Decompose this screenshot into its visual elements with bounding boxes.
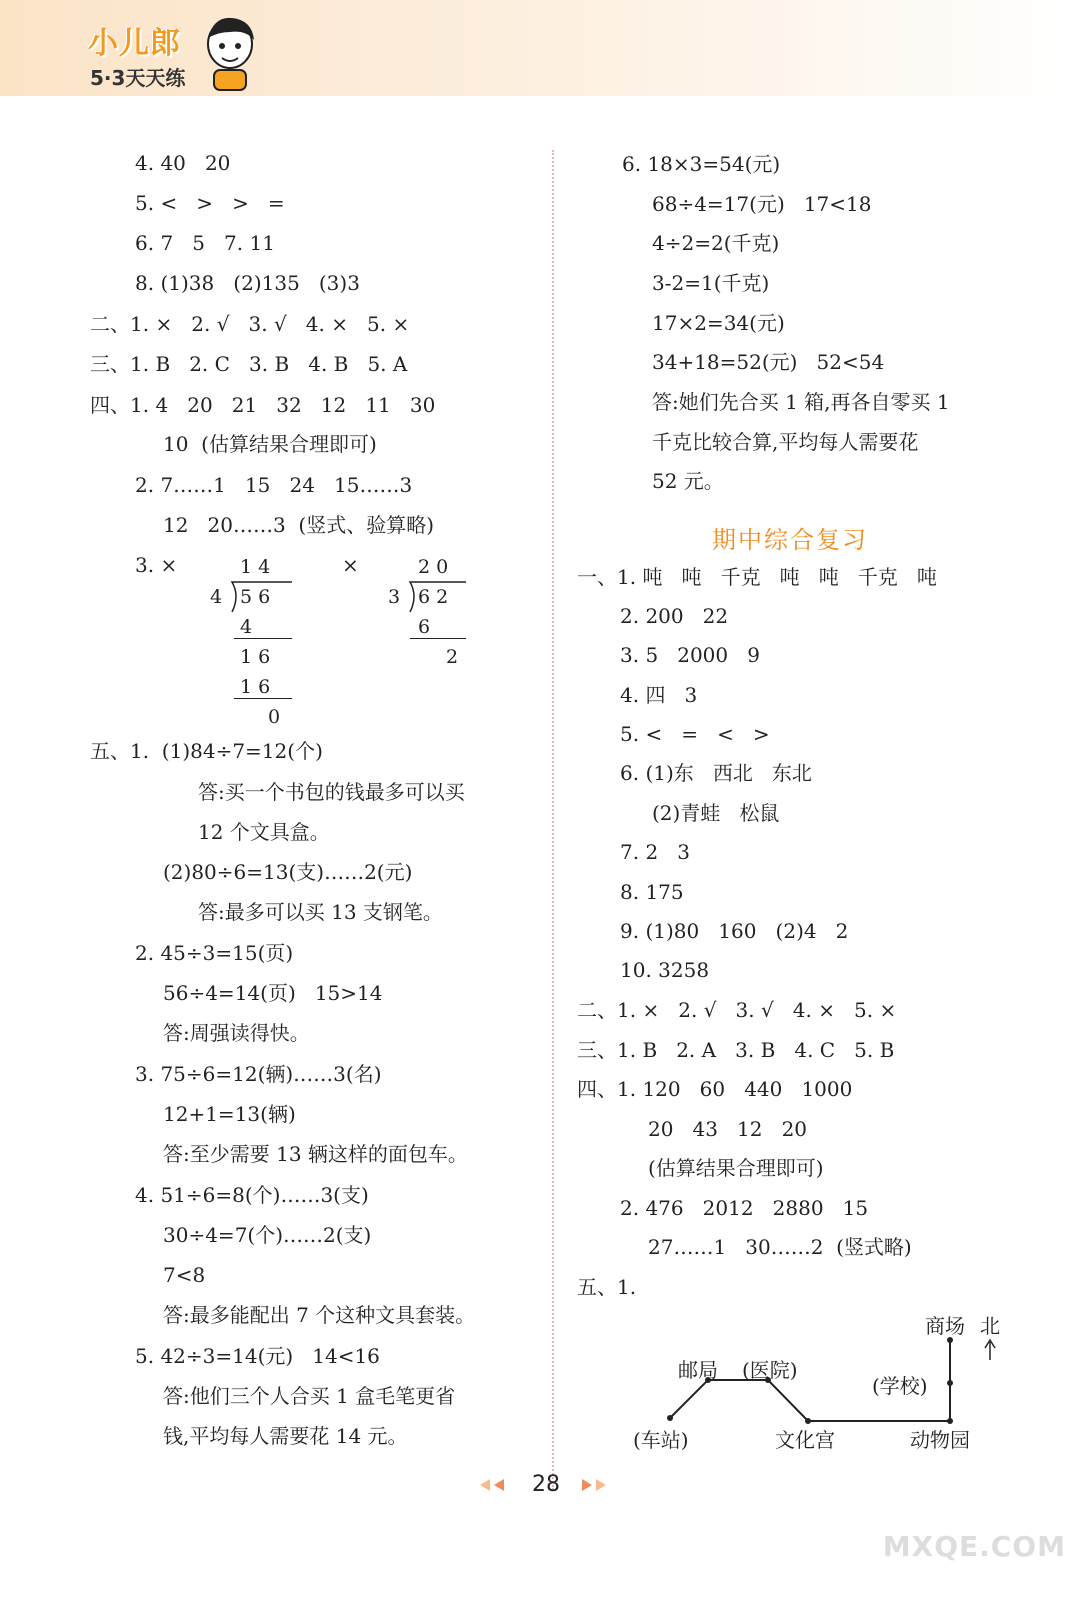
left-answer-line: 30÷4=7(个)……2(支)	[163, 1223, 372, 1247]
page-number: 28	[532, 1472, 560, 1497]
map-north: 北	[980, 1314, 1000, 1338]
left-answer-line: 7<8	[163, 1263, 206, 1287]
brand-logo: 小儿郎	[88, 26, 181, 61]
left-answer-line: 3. 75÷6=12(辆)……3(名)	[135, 1062, 382, 1086]
right-answer-line: 17×2=34(元)	[652, 311, 785, 335]
ld1-remainder: 0	[268, 706, 281, 728]
right-answer-line: 2. 200 22	[620, 604, 729, 628]
left-answer-line: 6. 7 5 7. 11	[135, 231, 275, 255]
mascot-icon	[200, 12, 260, 92]
map-school: (学校)	[872, 1374, 928, 1398]
right-answer-line: 34+18=52(元) 52<54	[652, 350, 885, 374]
left-answer-line: 12 20……3 (竖式、验算略)	[163, 513, 435, 537]
prev-page-icon[interactable]	[472, 1476, 512, 1494]
left-answer-line: 答:买一个书包的钱最多可以买	[198, 780, 465, 804]
next-page-icon[interactable]	[574, 1476, 614, 1494]
left-answer-line: 答:最多可以买 13 支钢笔。	[198, 900, 443, 924]
left-answer-line: 答:至少需要 13 辆这样的面包车。	[163, 1142, 468, 1166]
right-answer-line: 4÷2=2(千克)	[652, 231, 780, 255]
ld2-remainder: 2	[446, 646, 459, 668]
ld2-divisor: 3	[388, 586, 401, 608]
ld2-step1: 6	[418, 616, 431, 638]
right-answer-line: 6. 18×3=54(元)	[622, 152, 781, 176]
right-answer-line: 9. (1)80 160 (2)4 2	[620, 919, 849, 943]
right-answer-line: 7. 2 3	[620, 840, 690, 864]
right-answer-line: 三、1. B 2. A 3. B 4. C 5. B	[577, 1038, 895, 1062]
left-answer-line: 8. (1)38 (2)135 (3)3	[135, 271, 360, 295]
right-answer-line: 二、1. × 2. √ 3. √ 4. × 5. ×	[577, 998, 897, 1022]
right-answer-line: 10. 3258	[620, 958, 710, 982]
ld2-line1	[410, 638, 466, 639]
left-answer-line: 二、1. × 2. √ 3. √ 4. × 5. ×	[90, 312, 410, 336]
ld1-step1: 4	[240, 616, 253, 638]
right-answer-line: 8. 175	[620, 880, 684, 904]
right-answer-line: 52 元。	[652, 469, 724, 493]
ld1-line2	[234, 698, 292, 699]
right-answer-line: 一、1. 吨 吨 千克 吨 吨 千克 吨	[577, 565, 937, 589]
map-post: 邮局	[678, 1358, 718, 1382]
ld1-line1	[234, 638, 292, 639]
left-answer-line: 56÷4=14(页) 15>14	[163, 981, 383, 1005]
right-answer-line: (2)青蛙 松鼠	[652, 801, 780, 825]
left-answer-line: 2. 45÷3=15(页)	[135, 941, 294, 965]
map-zoo: 动物园	[910, 1428, 970, 1452]
left-answer-line: 12+1=13(辆)	[163, 1102, 296, 1126]
left-answer-line: ×	[342, 553, 359, 577]
left-answer-line: 4. 51÷6=8(个)……3(支)	[135, 1183, 369, 1207]
left-answer-line: (2)80÷6=13(支)……2(元)	[163, 860, 413, 884]
column-divider	[552, 150, 554, 1490]
right-answer-line: 千克比较合算,平均每人需要花	[652, 430, 919, 454]
left-answer-line: 四、1. 4 20 21 32 12 11 30	[90, 393, 436, 417]
ld1-dividend: 5 6	[240, 586, 271, 608]
left-answer-line: 4. 40 20	[135, 151, 231, 175]
right-answer-line: (估算结果合理即可)	[648, 1156, 824, 1180]
left-answer-line: 3. ×	[135, 553, 178, 577]
right-answer-line: 4. 四 3	[620, 683, 698, 707]
map-culture: 文化宫	[775, 1428, 835, 1452]
right-answer-line: 27……1 30……2 (竖式略)	[648, 1235, 912, 1259]
right-answer-line: 3. 5 2000 9	[620, 643, 760, 667]
ld2-dividend: 6 2	[418, 586, 449, 608]
ld1-step3: 1 6	[240, 676, 271, 698]
right-answer-line: 5. < = < >	[620, 722, 770, 746]
right-answer-line: 20 43 12 20	[648, 1117, 808, 1141]
header-banner	[0, 0, 1086, 96]
left-answer-line: 三、1. B 2. C 3. B 4. B 5. A	[90, 352, 408, 376]
right-answer-line: 3-2=1(千克)	[652, 271, 770, 295]
ld1-quotient: 1 4	[240, 556, 271, 578]
right-answer-line: 6. (1)东 西北 东北	[620, 761, 812, 785]
left-answer-line: 答:他们三个人合买 1 盒毛笔更省	[163, 1384, 456, 1408]
section-title: 期中综合复习	[712, 526, 868, 554]
left-answer-line: 2. 7……1 15 24 15……3	[135, 473, 413, 497]
right-answer-line: 答:她们先合买 1 箱,再各自零买 1	[652, 390, 950, 414]
watermark: MXQE.COM	[882, 1530, 1066, 1563]
ld2-quotient: 2 0	[418, 556, 449, 578]
map-station: (车站)	[633, 1428, 689, 1452]
left-answer-line: 12 个文具盒。	[198, 820, 330, 844]
left-answer-line: 10 (估算结果合理即可)	[163, 432, 377, 456]
left-answer-line: 钱,平均每人需要花 14 元。	[163, 1424, 408, 1448]
right-answer-line: 2. 476 2012 2880 15	[620, 1196, 869, 1220]
left-answer-line: 5. < > > =	[135, 191, 285, 215]
right-answer-line: 四、1. 120 60 440 1000	[577, 1077, 853, 1101]
left-answer-line: 答:周强读得快。	[163, 1021, 310, 1045]
left-answer-line: 五、1. (1)84÷7=12(个)	[90, 739, 323, 763]
series-title: 5·3天天练	[90, 66, 186, 90]
left-answer-line: 答:最多能配出 7 个这种文具套装。	[163, 1303, 476, 1327]
right-answer-line: 68÷4=17(元) 17<18	[652, 192, 872, 216]
ld1-divisor: 4	[210, 586, 223, 608]
ld1-step2: 1 6	[240, 646, 271, 668]
map-hospital: (医院)	[742, 1358, 798, 1382]
left-answer-line: 5. 42÷3=14(元) 14<16	[135, 1344, 380, 1368]
right-answer-line: 五、1.	[577, 1275, 637, 1299]
map-mall: 商场	[925, 1314, 965, 1338]
